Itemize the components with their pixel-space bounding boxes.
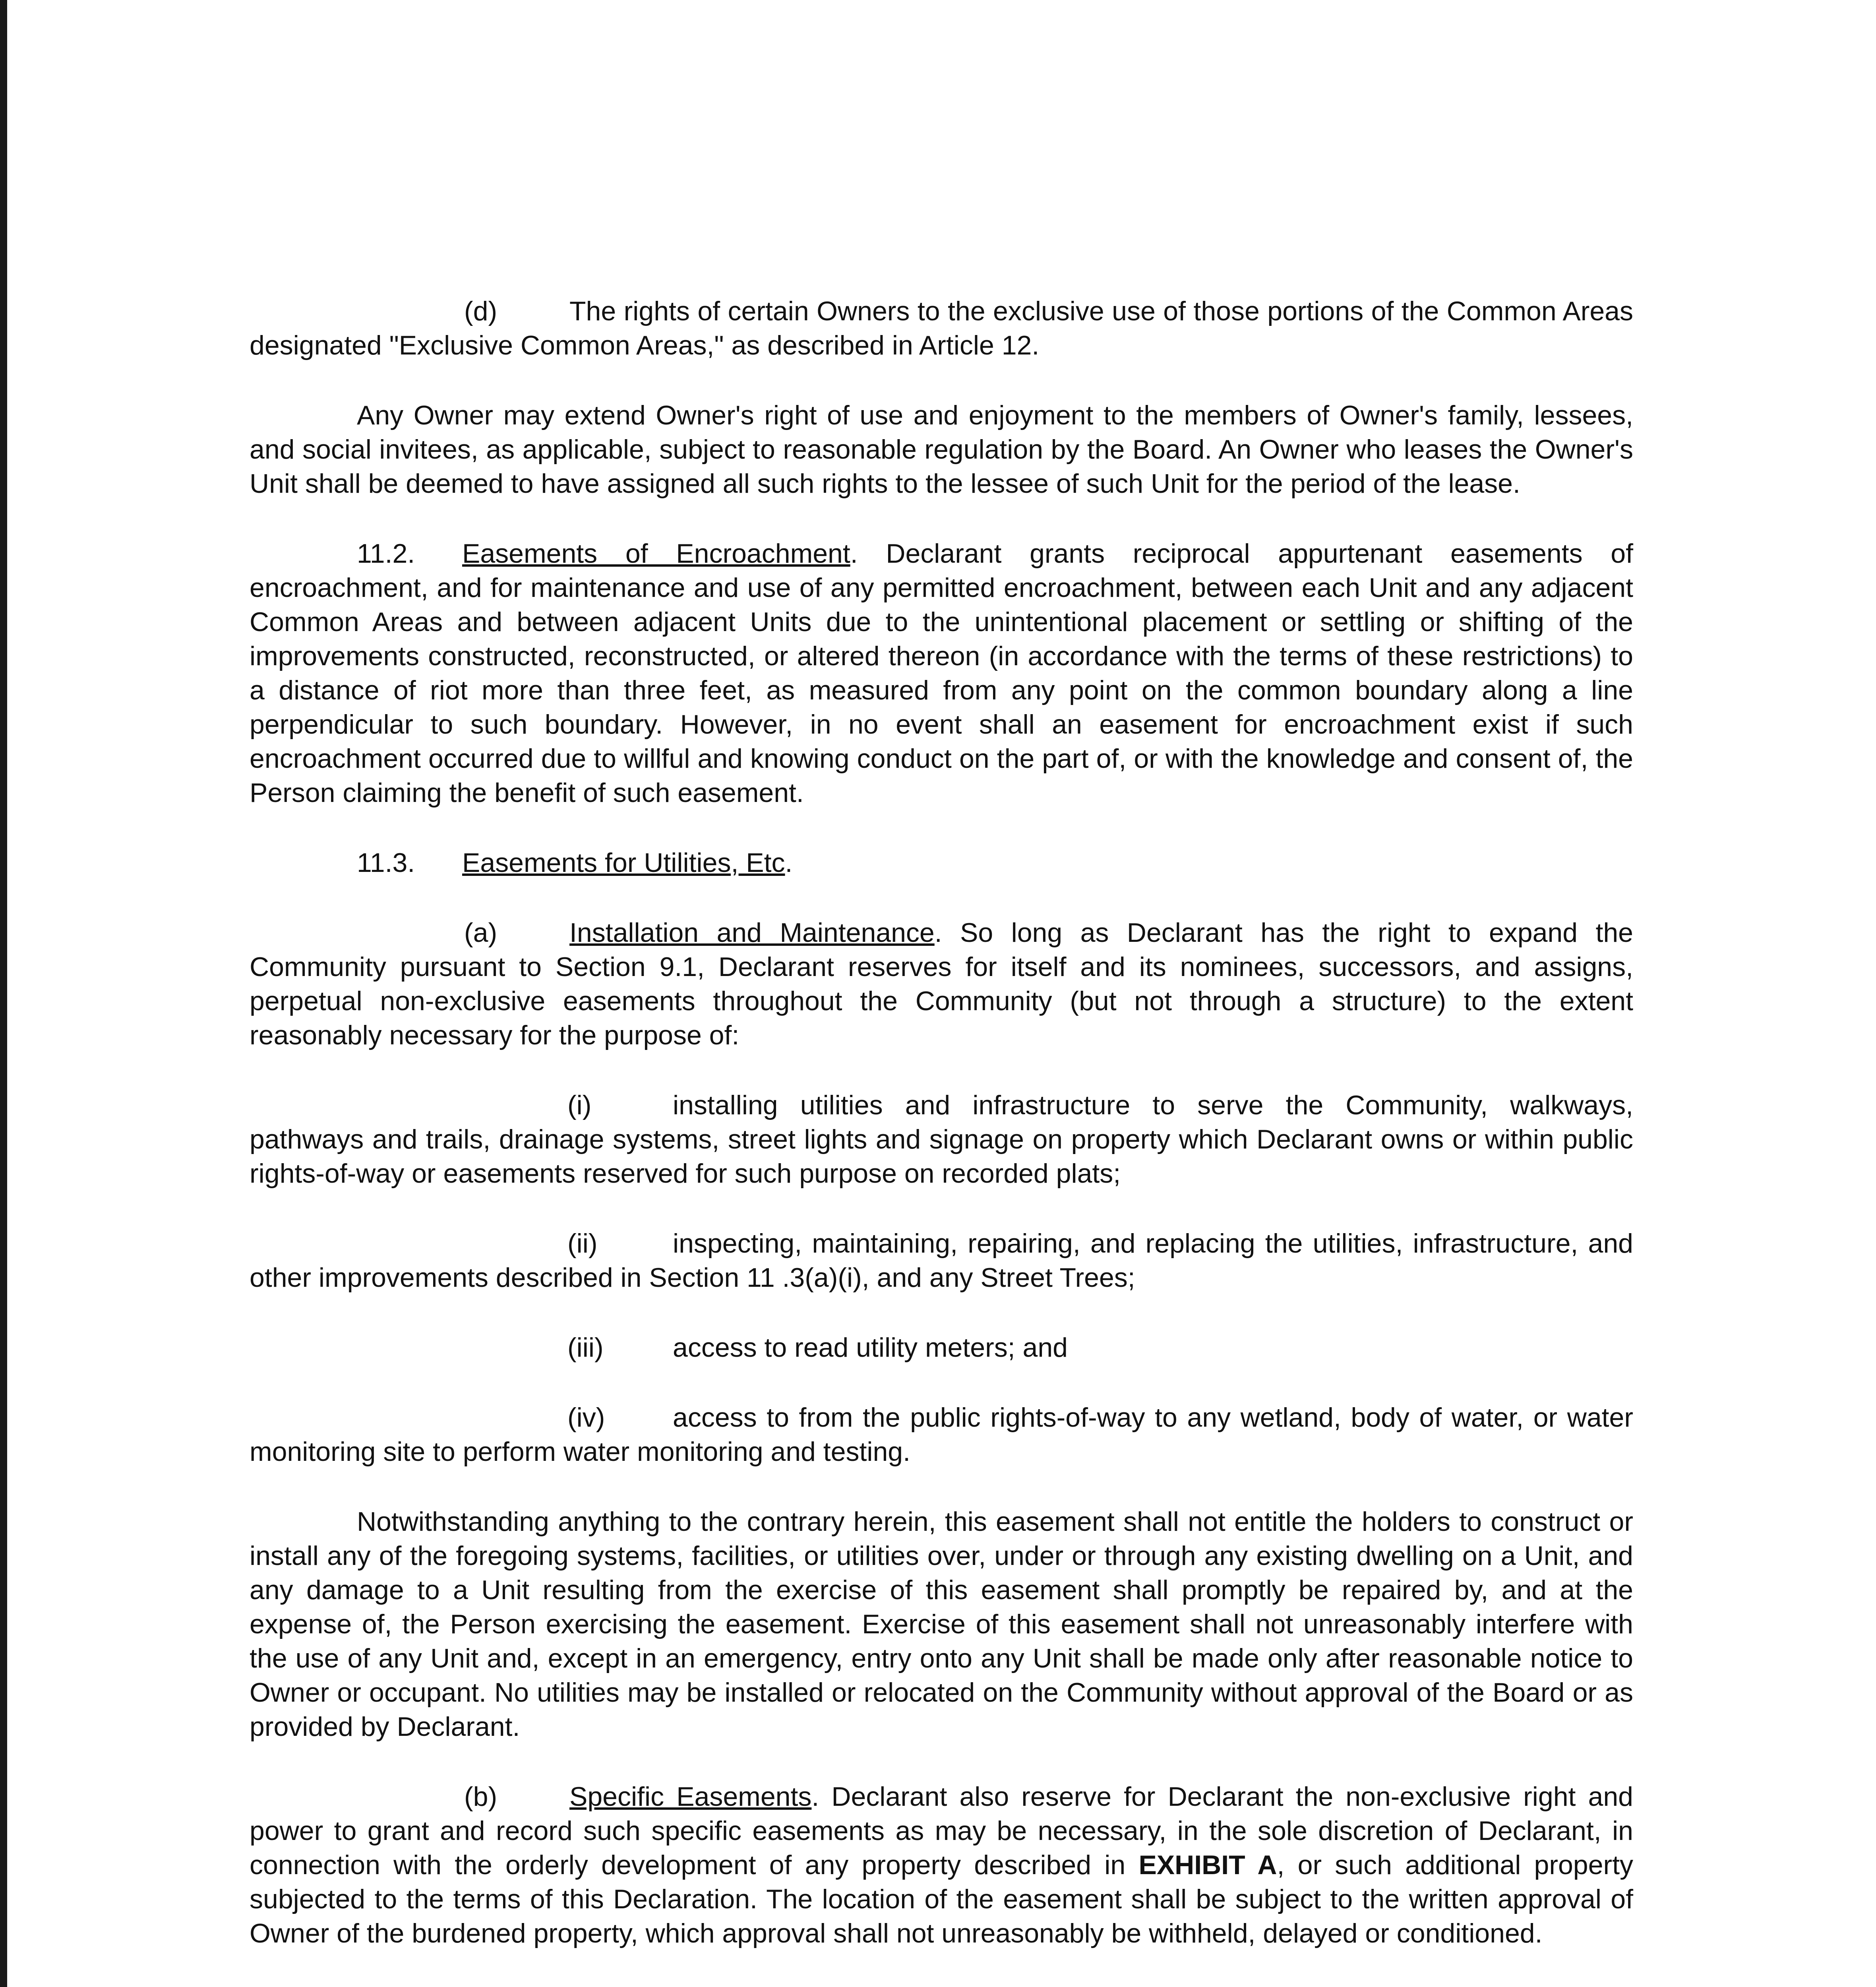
paragraph-b: (b) Specific Easements. Declarant also reserve for Declarant the non-exclusive right and power to grant and record such specific easements as may be necessary, in the sole discretion of Declarant, in connection with the orderly development of any property described in EXHIBIT A, or such additional property subjected to the terms of this Declaration. The location of the easement shall be subject to the written approval of Owner of the burdened property, which approval shall not unreasonably be withheld, delayed or conditioned. bbox=[250, 1780, 1633, 1950]
marker-iii: (iii) bbox=[567, 1332, 604, 1363]
paragraph-iii: (iii) access to read utility meters; and bbox=[567, 1330, 1633, 1365]
paragraph-any-owner: Any Owner may extend Owner's right of use and enjoyment to the members of Owner's family, lessees, and social invitees, as applicable, subject to reasonable regulation by the Board. An Owner who leases the Owner's Unit shall be deemed to have assigned all such rights to the lessee of such Unit for the period of the lease. bbox=[250, 400, 1633, 499]
paragraph-d: (d) The rights of certain Owners to the exclusive use of those portions of the Common Areas designated "Exclusive Common Areas," as described in Article 12. bbox=[250, 294, 1633, 362]
paragraph-ii: (ii) inspecting, maintaining, repairing, and replacing the utilities, infrastructure, and other improvements described in Section 11 .3(a)(i), and any Street Trees; bbox=[250, 1226, 1633, 1295]
marker-i: (i) bbox=[567, 1090, 592, 1120]
paragraph-notwithstanding: Notwithstanding anything to the contrary herein, this easement shall not entitle the holders to construct or install any of the foregoing systems, facilities, or utilities over, under or through any existing dwelling on a Unit, and any damage to a Unit resulting from the exercise of this easement shall promptly be repaired by, and at the expense of, the Person exercising the easement. Exercise of this easement shall not unreasonably interfere with the use of any Unit and, except in an emergency, entry onto any Unit shall be made only after reasonable notice to Owner or occupant. No utilities may be installed or relocated on the Community without approval of the Board or as provided by Declarant. bbox=[250, 1507, 1633, 1742]
section-11-2: 11.2. Easements of Encroachment. Declarant grants reciprocal appurtenant easements of encroachment, and for maintenance and use of any permitted encroachment, between each Unit and any adjacent Common Areas and between adjacent Units due to the unintentional placement or settling or shifting of the improvements constructed, reconstructed, or altered thereon (in accordance with the terms of these restrictions) to a distance of riot more than three feet, as measured from any point on the common boundary along a line perpendicular to such boundary. However, in no event shall an easement for encroachment exist if such encroachment occurred due to willful and knowing conduct on the part of, or with the knowledge and consent of, the Person claiming the benefit of such easement. bbox=[250, 536, 1633, 810]
marker-iv: (iv) bbox=[567, 1402, 605, 1433]
scan-left-border bbox=[0, 0, 7, 1987]
document-page bbox=[250, 294, 1633, 1987]
section-11-3: 11.3. Easements for Utilities, Etc. bbox=[250, 846, 1633, 880]
marker-ii: (ii) bbox=[567, 1228, 598, 1259]
section-heading: Easements for Utilities, Etc bbox=[462, 848, 785, 878]
section-number: 11.2. bbox=[357, 538, 415, 569]
exhibit-reference: EXHIBIT A bbox=[1138, 1850, 1277, 1880]
marker-a: (a) bbox=[464, 918, 498, 948]
section-number: 11.3. bbox=[357, 848, 415, 878]
marker-b: (b) bbox=[464, 1782, 498, 1812]
paragraph-i: (i) installing utilities and infrastructure to serve the Community, walkways, pathways and trails, drainage systems, street lights and signage on property which Declarant owns or within public rights-of-way or easements reserved for such purpose on recorded plats; bbox=[250, 1088, 1633, 1191]
section-heading: Easements of Encroachment bbox=[462, 538, 850, 569]
subsection-heading: Specific Easements bbox=[569, 1782, 812, 1812]
subsection-heading: Installation and Maintenance bbox=[569, 918, 935, 948]
paragraph-iv: (iv) access to from the public rights-of-way to any wetland, body of water, or water monitoring site to perform water monitoring and testing. bbox=[250, 1400, 1633, 1469]
marker-d: (d) bbox=[464, 296, 498, 326]
paragraph-a: (a) Installation and Maintenance. So long as Declarant has the right to expand the Community pursuant to Section 9.1, Declarant reserves for itself and its nominees, successors, and assigns, perpetual non-exclusive easements throughout the Community (but not through a structure) to the extent reasonably necessary for the purpose of: bbox=[250, 916, 1633, 1052]
